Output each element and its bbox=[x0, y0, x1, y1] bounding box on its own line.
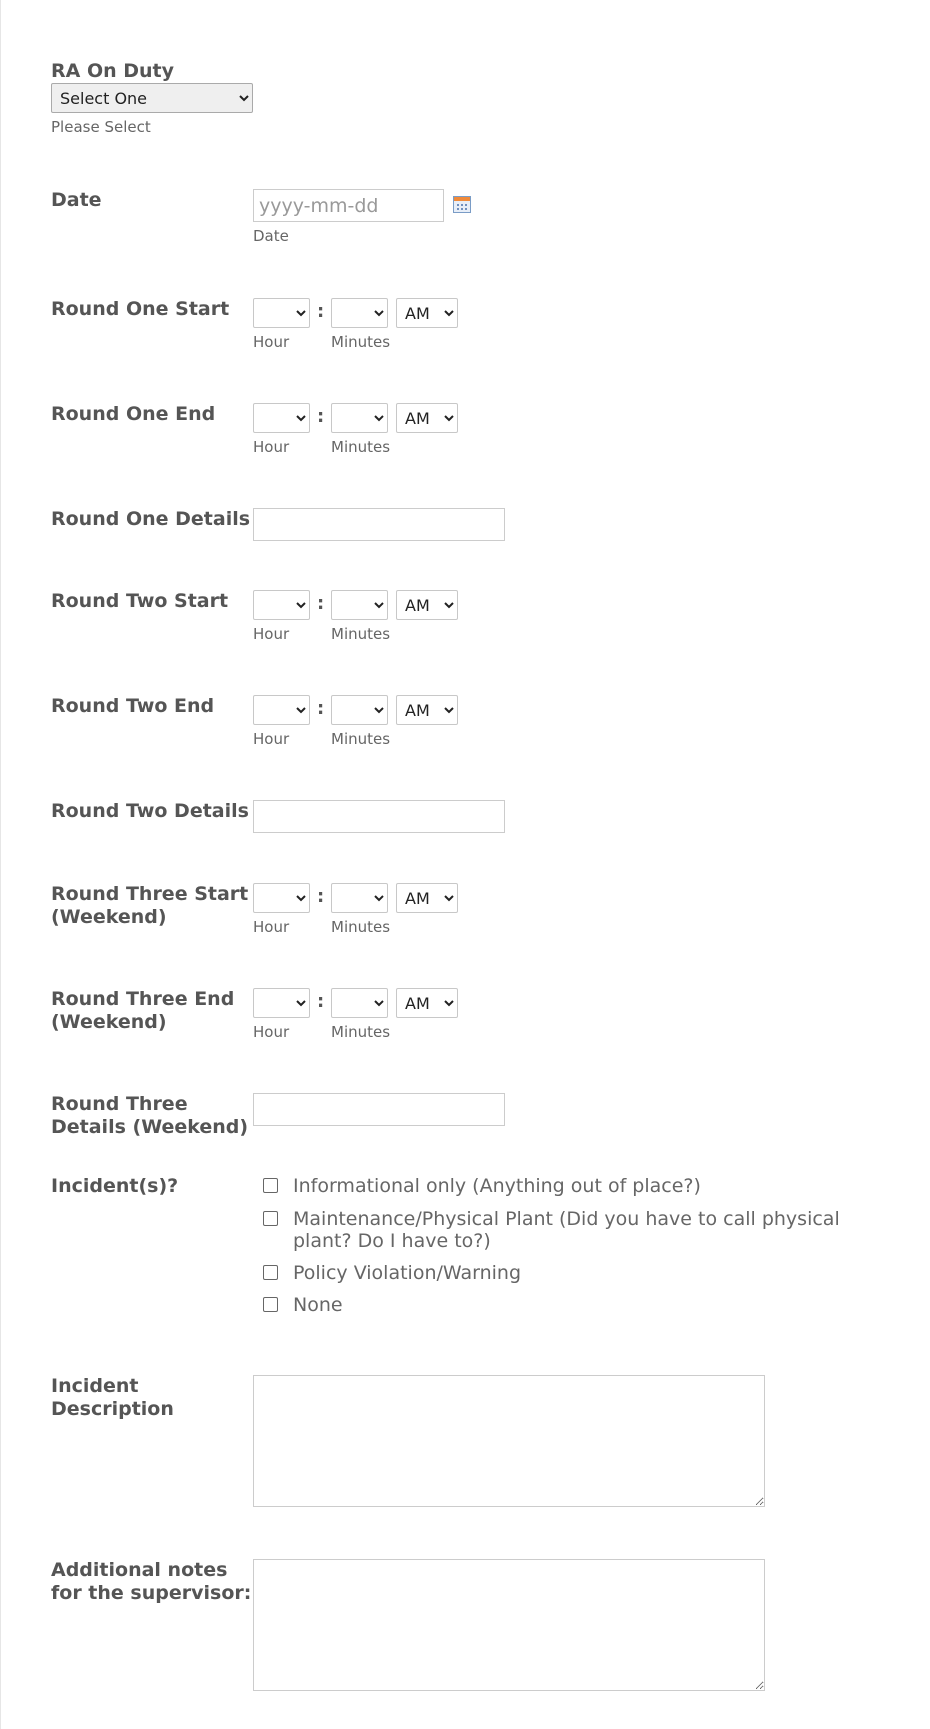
ra-on-duty-label: RA On Duty bbox=[51, 60, 175, 82]
date-sublabel: Date bbox=[253, 227, 289, 245]
round-three-start-label: Round Three Start (Weekend) bbox=[51, 883, 249, 928]
round-one-start-hour-select[interactable] bbox=[253, 298, 310, 328]
round-three-details-label: Round Three Details (Weekend) bbox=[51, 1093, 249, 1138]
hour-sublabel: Hour bbox=[253, 333, 290, 351]
hour-sublabel: Hour bbox=[253, 730, 290, 748]
round-two-details-input[interactable] bbox=[253, 800, 505, 833]
round-three-end-label: Round Three End (Weekend) bbox=[51, 988, 235, 1033]
incident-description-textarea[interactable] bbox=[253, 1375, 765, 1507]
round-three-start-minutes-select[interactable] bbox=[331, 883, 388, 913]
round-one-details-label: Round One Details bbox=[51, 508, 251, 530]
time-separator: : bbox=[317, 406, 325, 427]
time-separator: : bbox=[317, 991, 325, 1012]
time-separator: : bbox=[317, 593, 325, 614]
round-two-end-ampm-select[interactable] bbox=[396, 695, 458, 725]
round-one-start-minutes-select[interactable] bbox=[331, 298, 388, 328]
time-separator: : bbox=[317, 301, 325, 322]
round-one-end-minutes-select[interactable] bbox=[331, 403, 388, 433]
round-one-start-ampm-select[interactable] bbox=[396, 298, 458, 328]
hour-sublabel: Hour bbox=[253, 625, 290, 643]
minutes-sublabel: Minutes bbox=[331, 1023, 391, 1041]
round-one-start-label: Round One Start bbox=[51, 298, 230, 320]
hour-sublabel: Hour bbox=[253, 438, 290, 456]
minutes-sublabel: Minutes bbox=[331, 333, 391, 351]
date-label: Date bbox=[51, 189, 102, 211]
minutes-sublabel: Minutes bbox=[331, 730, 391, 748]
round-three-end-hour-select[interactable] bbox=[253, 988, 310, 1018]
checkbox-label: Policy Violation/Warning bbox=[293, 1262, 522, 1284]
minutes-sublabel: Minutes bbox=[331, 438, 391, 456]
round-two-start-label: Round Two Start bbox=[51, 590, 229, 612]
incident-description-label: Incident Description bbox=[51, 1375, 174, 1420]
minutes-sublabel: Minutes bbox=[331, 625, 391, 643]
ra-on-duty-sublabel: Please Select bbox=[51, 118, 151, 136]
round-three-end-ampm-select[interactable] bbox=[396, 988, 458, 1018]
hour-sublabel: Hour bbox=[253, 918, 290, 936]
calendar-icon[interactable] bbox=[453, 196, 471, 213]
checkbox[interactable] bbox=[263, 1211, 278, 1226]
round-two-details-label: Round Two Details bbox=[51, 800, 249, 822]
checkbox-label: Informational only (Anything out of place?) bbox=[293, 1175, 701, 1197]
date-input[interactable] bbox=[253, 189, 444, 222]
round-two-start-hour-select[interactable] bbox=[253, 590, 310, 620]
time-separator: : bbox=[317, 886, 325, 907]
round-one-end-ampm-select[interactable] bbox=[396, 403, 458, 433]
round-two-end-minutes-select[interactable] bbox=[331, 695, 388, 725]
ra-on-duty-select[interactable] bbox=[51, 83, 253, 113]
round-three-start-hour-select[interactable] bbox=[253, 883, 310, 913]
round-one-end-label: Round One End bbox=[51, 403, 216, 425]
round-three-details-input[interactable] bbox=[253, 1093, 505, 1126]
checkbox[interactable] bbox=[263, 1265, 278, 1280]
additional-notes-label: Additional notes for the supervisor: bbox=[51, 1559, 252, 1604]
round-one-details-input[interactable] bbox=[253, 508, 505, 541]
round-two-start-minutes-select[interactable] bbox=[331, 590, 388, 620]
round-two-start-ampm-select[interactable] bbox=[396, 590, 458, 620]
round-three-start-ampm-select[interactable] bbox=[396, 883, 458, 913]
round-three-end-minutes-select[interactable] bbox=[331, 988, 388, 1018]
checkbox-label: None bbox=[293, 1294, 343, 1316]
checkbox-label: Maintenance/Physical Plant (Did you have to call physical plant? Do I have to?) bbox=[293, 1208, 840, 1252]
checkbox[interactable] bbox=[263, 1178, 278, 1193]
checkbox[interactable] bbox=[263, 1297, 278, 1312]
hour-sublabel: Hour bbox=[253, 1023, 290, 1041]
incidents-label: Incident(s)? bbox=[51, 1175, 179, 1197]
additional-notes-textarea[interactable] bbox=[253, 1559, 765, 1691]
time-separator: : bbox=[317, 698, 325, 719]
round-two-end-label: Round Two End bbox=[51, 695, 215, 717]
round-two-end-hour-select[interactable] bbox=[253, 695, 310, 725]
round-one-end-hour-select[interactable] bbox=[253, 403, 310, 433]
minutes-sublabel: Minutes bbox=[331, 918, 391, 936]
